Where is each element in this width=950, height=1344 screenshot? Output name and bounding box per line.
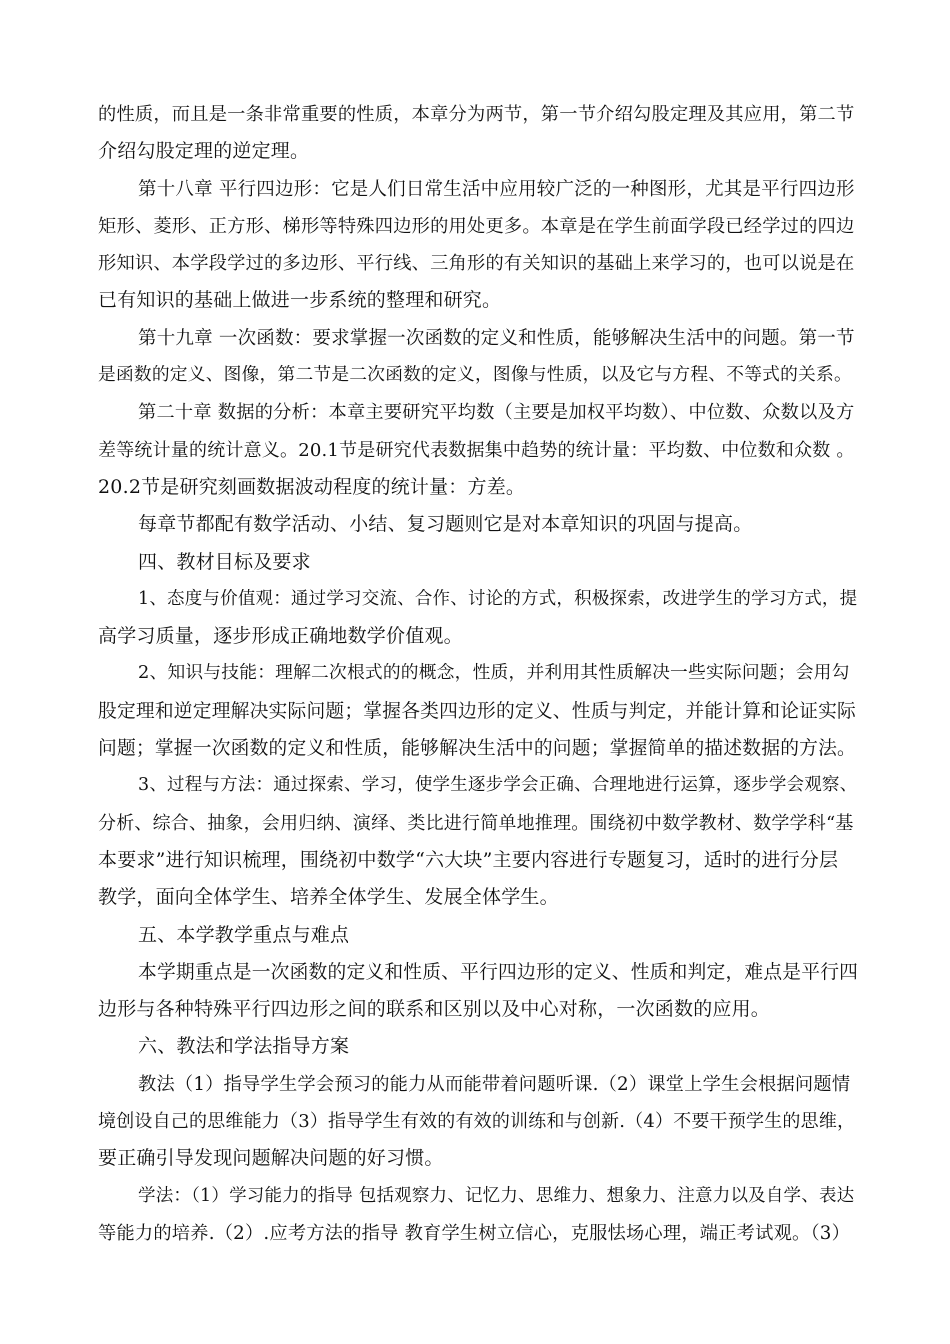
goal-process-paragraph: 3、过程与方法：通过探索、学习，使学生逐步学会正确、合理地进行运算，逐步学会观察、 [138, 775, 858, 796]
chapter-19-paragraph: 第十九章 一次函数：要求掌握一次函数的定义和性质，能够解决生活中的问题。第一节 [138, 327, 855, 349]
goal-attitude-paragraph: 1、态度与价值观：通过学习交流、合作、讨论的方式，积极探索，改进学生的学习方式，提 [138, 588, 858, 609]
text-line: 本要求”进行知识梳理，围绕初中数学“六大块”主要内容进行专题复习，适时的进行分层 [98, 848, 839, 871]
text-line: 教学，面向全体学生、培养全体学生、发展全体学生。 [98, 886, 559, 909]
text-line: 形知识、本学段学过的多边形、平行线、三角形的有关知识的基础上来学习的，也可以说是在 [98, 253, 855, 275]
learning-method-paragraph: 学法：（1）学习能力的指导 包括观察力、记忆力、思维力、想象力、注意力以及自学、表达 [138, 1185, 855, 1206]
section-heading-goals: 四、教材目标及要求 [138, 550, 311, 573]
section-heading-key-points: 五、本学教学重点与难点 [138, 923, 350, 946]
text-line: 是函数的定义、图像，第二节是二次函数的定义，图像与性质，以及它与方程、不等式的关系。 [98, 365, 852, 386]
text-line: 境创设自己的思维能力（3）指导学生有效的有效的训练和与创新.（4）不要干预学生的思维， [98, 1111, 856, 1133]
text-line: 问题；掌握一次函数的定义和性质，能够解决生活中的问题；掌握简单的描述数据的方法。 [98, 738, 856, 760]
teaching-method-paragraph: 教法（1）指导学生学会预习的能力从而能带着问题听课.（2）课堂上学生会根据问题情 [138, 1073, 851, 1095]
chapter-18-paragraph: 第十八章 平行四边形：它是人们日常生活中应用较广泛的一种图形，尤其是平行四边形 [138, 178, 855, 200]
text-line: 股定理和逆定理解决实际问题；掌握各类四边形的定义、性质与判定，并能计算和论证实际 [98, 700, 856, 722]
document-body [98, 96, 858, 1252]
text-line: 高学习质量，逐步形成正确地数学价值观。 [98, 625, 463, 648]
key-points-paragraph: 本学期重点是一次函数的定义和性质、平行四边形的定义、性质和判定，难点是平行四 [138, 961, 859, 983]
summary-paragraph: 每章节都配有数学活动、小结、复习题则它是对本章知识的巩固与提高。 [138, 513, 753, 536]
text-line: 边形与各种特殊平行四边形之间的联系和区别以及中心对称，一次函数的应用。 [98, 998, 771, 1021]
text-line: 要正确引导发现问题解决问题的好习惯。 [98, 1147, 444, 1170]
goal-knowledge-paragraph: 2、知识与技能：理解二次根式的的概念，性质，并利用其性质解决一些实际问题；会用勾 [138, 663, 850, 684]
text-line: 等能力的培养.（2）.应考方法的指导 教育学生树立信心，克服怯场心理，端正考试观。（3） [98, 1222, 851, 1244]
text-line: 差等统计量的统计意义。20.1节是研究代表数据集中趋势的统计量：平均数、中位数和众数 。 [98, 439, 855, 461]
text-line: 分析、综合、抽象，会用归纳、演绎、类比进行简单地推理。围绕初中数学教材、数学学科“基 [98, 812, 854, 834]
text-line: 介绍勾股定理的逆定理。 [98, 140, 310, 163]
text-line: 矩形、菱形、正方形、梯形等特殊四边形的用处更多。本章是在学生前面学段已经学过的四边 [98, 215, 855, 237]
text-line: 已有知识的基础上做进一步系统的整理和研究。 [98, 289, 502, 312]
section-heading-methods: 六、教法和学法指导方案 [138, 1035, 350, 1058]
text-line: 的性质，而且是一条非常重要的性质，本章分为两节，第一节介绍勾股定理及其应用，第二节 [98, 104, 855, 125]
chapter-20-paragraph: 第二十章 数据的分析：本章主要研究平均数（主要是加权平均数）、中位数、众数以及方 [138, 402, 855, 424]
text-line: 20.2节是研究刻画数据波动程度的统计量：方差。 [98, 475, 526, 498]
